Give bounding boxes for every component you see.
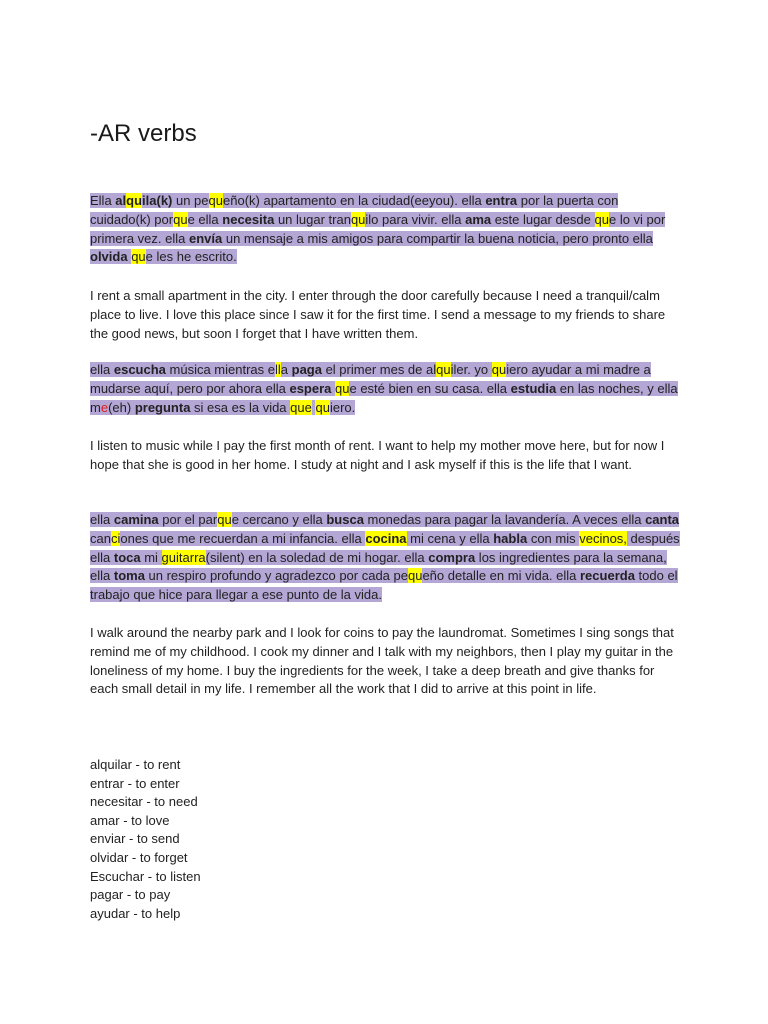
verb: entra bbox=[485, 193, 518, 208]
qu-highlight: qu bbox=[131, 249, 146, 265]
verb: toma bbox=[113, 568, 145, 584]
text-run: Ella bbox=[90, 193, 116, 208]
text-run: iler. yo bbox=[450, 362, 492, 377]
vocab-item: necesitar - to need bbox=[90, 794, 198, 810]
text-run: ella bbox=[90, 512, 114, 527]
ci-highlight: ci bbox=[110, 530, 121, 546]
verb: envía bbox=[188, 230, 223, 246]
document-title: -AR verbs bbox=[90, 120, 197, 147]
qu-highlight: qu bbox=[350, 211, 366, 227]
verb: canta bbox=[645, 512, 680, 527]
text-run: el primer mes de al bbox=[321, 362, 437, 377]
que-highlight: que bbox=[290, 399, 312, 415]
text-run: (silent) en la soledad de mi hogar. ella bbox=[205, 549, 429, 565]
text-run: a bbox=[280, 362, 292, 377]
text-run: ella bbox=[90, 362, 114, 377]
verb: pregunta bbox=[134, 399, 191, 415]
text-run: música mientras e bbox=[165, 362, 275, 377]
qu-highlight: qu bbox=[335, 380, 350, 396]
qu-highlight: qu bbox=[436, 362, 451, 377]
text-run: ones que me recuerdan a mi infancia. ella bbox=[120, 530, 366, 546]
text-run: eño(k) apartamento en la ciudad(eeyou). ella bbox=[223, 193, 486, 208]
qu-highlight: qu bbox=[315, 399, 330, 415]
english-paragraph-3: I walk around the nearby park and I look for coins to pay the laundromat. Sometimes I sing songs that remind me of my childhood. I cook my dinner and I talk with my neighbors, then I play my guitar in the loneliness of my home. I buy the ingredients for the week, I take a deep breath and give thanks for each small detail in my life. I remember all the work that I did to arrive at this point in life. bbox=[90, 625, 674, 697]
verb: toca bbox=[113, 549, 141, 565]
text-run: por el par bbox=[158, 512, 218, 527]
word-highlight: vecinos, bbox=[579, 530, 627, 546]
text-run: mi bbox=[140, 549, 162, 565]
text-run: por la puerta con cuidado(k) por bbox=[90, 193, 619, 227]
text-run: un mensaje a mis amigos para compartir la buena noticia, pero pronto ella bbox=[222, 230, 653, 246]
text-run: e esté bien en su casa. ella bbox=[349, 380, 511, 396]
gu-highlight: gu bbox=[161, 549, 177, 565]
verb: ama bbox=[465, 211, 492, 227]
spanish-paragraph-3 bbox=[90, 511, 680, 605]
text-run: en las noches, y ella m bbox=[90, 380, 678, 415]
qu-highlight: qu bbox=[491, 362, 507, 377]
verb: cocina bbox=[365, 530, 407, 546]
ll-highlight: ll bbox=[275, 362, 281, 377]
text-run: iero. bbox=[329, 399, 356, 415]
verb: camina bbox=[113, 512, 159, 527]
text-run: al bbox=[115, 193, 127, 208]
text-run: ilo para vivir. ella bbox=[365, 211, 466, 227]
text-run: e les he escrito. bbox=[145, 249, 237, 265]
english-paragraph-2: I listen to music while I pay the first month of rent. I want to help my mother move here, but for now I hope that she is good in her home. I study at night and I ask myself if this is the life that I want. bbox=[90, 438, 665, 472]
text-run: los ingredientes para la semana, ella bbox=[90, 549, 667, 584]
text-run: todo el trabajo que hice para llegar a ese punto de la vida. bbox=[90, 568, 678, 603]
verb: escucha bbox=[113, 362, 166, 377]
verb: busca bbox=[326, 512, 364, 527]
text-run: ila(k) bbox=[142, 193, 173, 208]
spanish-paragraph-1 bbox=[90, 192, 680, 267]
vocabulary-list bbox=[90, 756, 201, 923]
vocab-item: entrar - to enter bbox=[90, 775, 180, 791]
verb: recuerda bbox=[580, 568, 635, 584]
verb: compra bbox=[428, 549, 476, 565]
verb: espera bbox=[289, 380, 332, 396]
vocab-item: amar - to love bbox=[90, 812, 170, 828]
qu-highlight: qu bbox=[126, 193, 143, 208]
verb: paga bbox=[291, 362, 322, 377]
verb: olvida bbox=[90, 249, 128, 265]
text-run: e cercano y ella bbox=[231, 512, 327, 527]
qu-highlight: qu bbox=[594, 211, 609, 227]
qu-highlight: qu bbox=[217, 512, 232, 527]
verb: habla bbox=[493, 530, 528, 546]
text-run: eño detalle en mi vida. ella bbox=[422, 568, 580, 584]
verb: estudia bbox=[510, 380, 557, 396]
vocab-item: ayudar - to help bbox=[90, 905, 181, 921]
text-run: con mis bbox=[527, 530, 580, 546]
qu-highlight: qu bbox=[173, 211, 188, 227]
text-run: mi cena y ella bbox=[406, 530, 494, 546]
text-run: un respiro profundo y agradezco por cada pe bbox=[144, 568, 408, 584]
highlighted-text bbox=[90, 362, 678, 415]
verb: necesita bbox=[222, 211, 275, 227]
vocab-item: alquilar - to rent bbox=[90, 757, 181, 772]
text-run: (eh) bbox=[108, 399, 135, 415]
qu-highlight: qu bbox=[208, 193, 223, 208]
highlighted-text bbox=[90, 512, 680, 602]
spanish-paragraph-2 bbox=[90, 361, 680, 417]
english-paragraph-1: I rent a small apartment in the city. I enter through the door carefully because I need a tranquil/calm place to live. I love this place since I saw it for the first time. I send a message to my friends to share the good news, but soon I forget that I have written them. bbox=[90, 288, 666, 341]
vocab-item: olvidar - to forget bbox=[90, 849, 188, 865]
text-run: después ella bbox=[90, 530, 680, 565]
text-run: un pe bbox=[172, 193, 209, 208]
word-highlight: itarra bbox=[176, 549, 206, 565]
verb bbox=[115, 193, 172, 208]
text-run: un lugar tran bbox=[274, 211, 351, 227]
vocab-item: Escuchar - to listen bbox=[90, 868, 201, 884]
qu-highlight: qu bbox=[407, 568, 423, 584]
red-letter: e bbox=[100, 399, 109, 415]
text-run: si esa es la vida bbox=[190, 399, 291, 415]
text-run: iero ayudar a mi madre a mudarse aquí, pero por ahora ella bbox=[90, 362, 651, 396]
text-run: este lugar desde bbox=[491, 211, 595, 227]
text-run: can bbox=[90, 530, 111, 546]
text-run: e ella bbox=[187, 211, 223, 227]
text-run: monedas para pagar la lavandería. A veces ella bbox=[363, 512, 646, 527]
vocab-item: enviar - to send bbox=[90, 831, 180, 847]
text-run: e lo vi por primera vez. ella bbox=[90, 211, 666, 246]
highlighted-text bbox=[90, 193, 665, 264]
vocab-item: pagar - to pay bbox=[90, 887, 171, 903]
